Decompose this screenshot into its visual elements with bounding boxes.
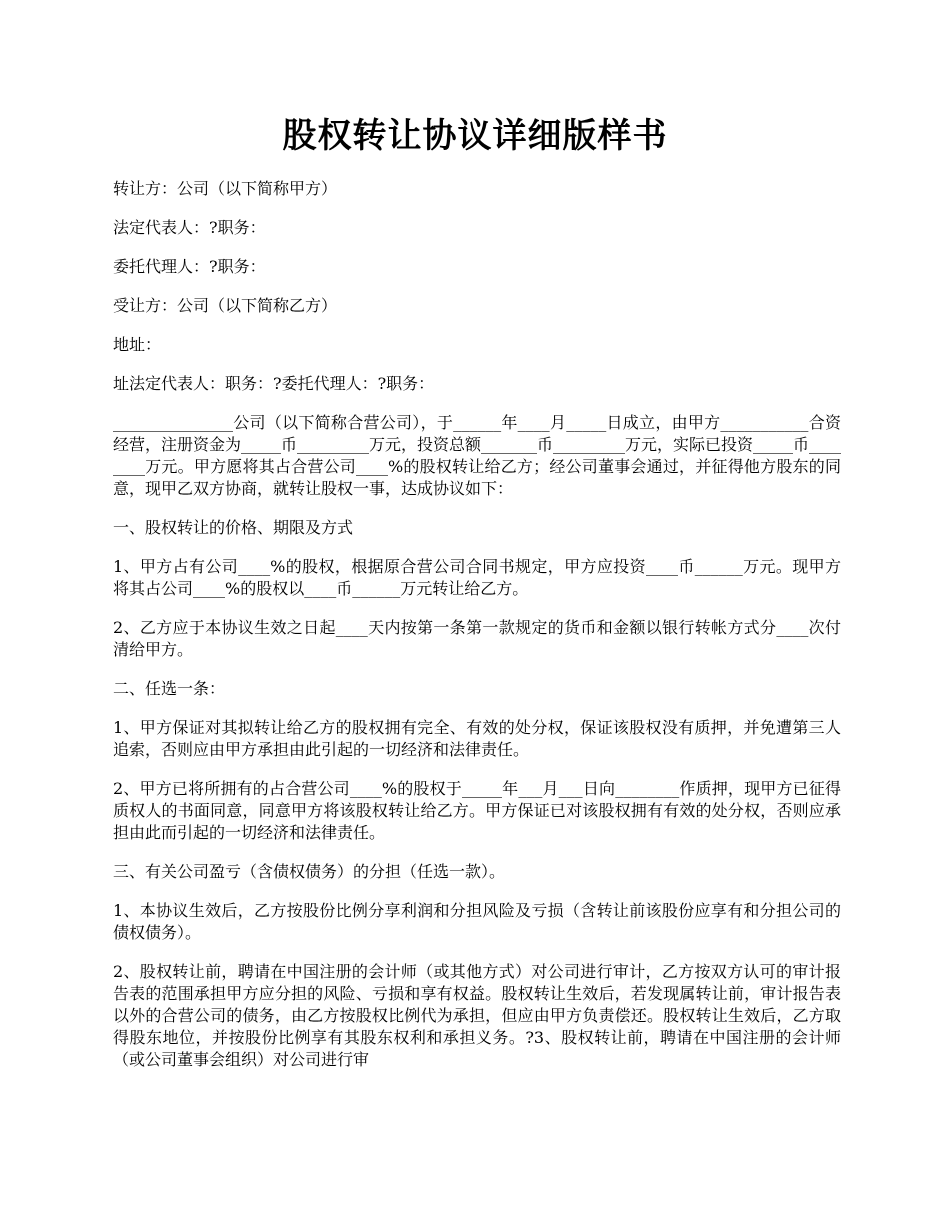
document-title: 股权转让协议详细版样书 [282,116,668,156]
paragraph-agent: 委托代理人：?职务： [113,257,266,276]
paragraph-transferor: 转让方：公司（以下简称甲方） [113,179,338,198]
clause-1-2: 2、乙方应于本协议生效之日起____天内按第一条第一款规定的货币和金额以银行转帐方式分____次付清给甲方。 [113,618,841,659]
paragraph-transferee-reps: 址法定代表人：职务：?委托代理人：?职务： [113,374,435,393]
section-heading-choose: 二、任选一条： [113,679,226,698]
clause-2-2: 2、甲方已将所拥有的占合营公司____%的股权于_____年___月___日向________作质押，现甲方已征得质权人的书面同意，同意甲方将该股权转让给乙方。甲方保证已对该股权拥有有效的处分权，否则应承担由此而引起的一切经济和法律责任。 [113,779,841,842]
clause-3-1: 1、本协议生效后，乙方按股份比例分享利润和分担风险及亏损（含转让前该股份应享有和分担公司的债权债务）。 [113,901,841,942]
clause-2-1: 1、甲方保证对其拟转让给乙方的股权拥有完全、有效的处分权，保证该股权没有质押，并免遭第三人追索，否则应由甲方承担由此引起的一切经济和法律责任。 [113,718,841,759]
paragraph-preamble: _______________公司（以下简称合营公司），于______年____月_____日成立，由甲方___________合资经营，注册资金为_____币_________万元，投资总额_______币_________万元，实际已投资_____币________万元。甲方愿将其占合营公司____%的股权转让给乙方；经公司董事会通过，并征得他方股东的同意，现甲乙双方协商，就转让股权一事，达成协议如下： [113,413,842,498]
clause-1-1: 1、甲方占有公司____%的股权，根据原合营公司合同书规定，甲方应投资____币______万元。现甲方将其占公司____%的股权以____币______万元转让给乙方。 [113,557,841,598]
paragraph-address: 地址： [113,335,162,354]
paragraph-transferee: 受让方：公司（以下简称乙方） [113,296,338,315]
document-body [113,178,841,1088]
clause-3-2: 2、股权转让前，聘请在中国注册的会计师（或其他方式）对公司进行审计，乙方按双方认可的审计报告表的范围承担甲方应分担的风险、亏损和享有权益。股权转让生效后，若发现属转让前，审计报告表以外的合营公司的债务，由乙方按股权比例代为承担，但应由甲方负责偿还。股权转让生效后，乙方取得股东地位，并按股份比例享有其股东权利和承担义务。?3、股权转让前，聘请在中国注册的会计师（或公司董事会组织）对公司进行审 [113,962,841,1069]
section-heading-price: 一、股权转让的价格、期限及方式 [113,518,354,537]
paragraph-legal-rep: 法定代表人：?职务： [113,218,266,237]
section-heading-profit-loss: 三、有关公司盈亏（含债权债务）的分担（任选一款）。 [113,862,506,881]
